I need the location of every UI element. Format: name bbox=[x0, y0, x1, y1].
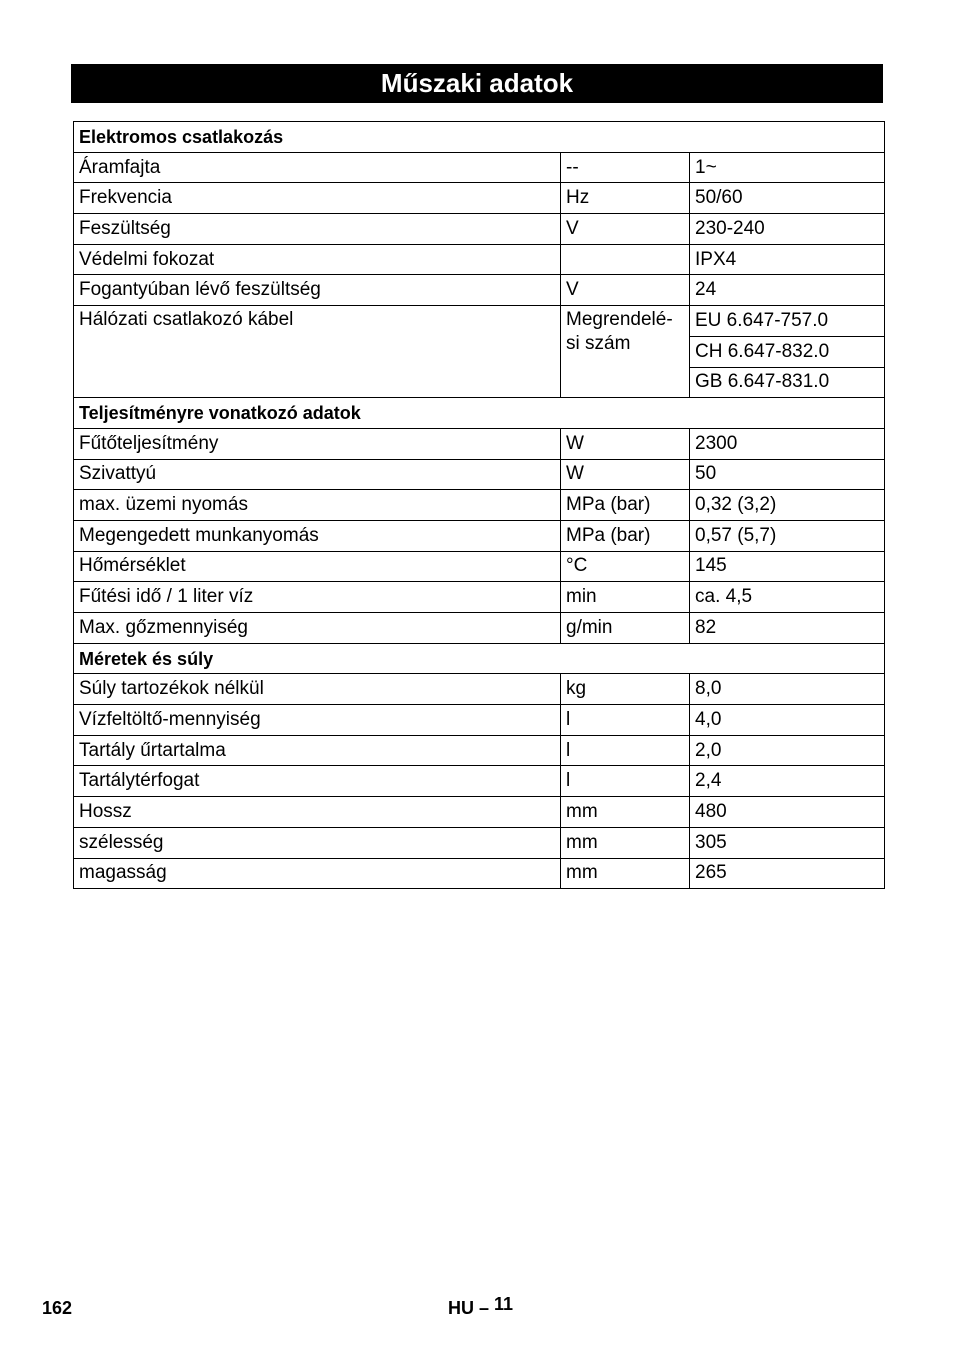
row-label: magasság bbox=[74, 858, 561, 889]
table-row bbox=[74, 275, 885, 306]
row-unit: mm bbox=[561, 858, 690, 889]
row-unit: g/min bbox=[561, 613, 690, 644]
row-label: szélesség bbox=[74, 827, 561, 858]
page-number: 162 bbox=[42, 1298, 73, 1318]
table-row bbox=[74, 428, 885, 459]
row-label: Áramfajta bbox=[74, 152, 561, 183]
table-row bbox=[74, 152, 885, 183]
table-row bbox=[74, 735, 885, 766]
row-unit: kg bbox=[561, 674, 690, 705]
table-row bbox=[74, 582, 885, 613]
row-value: ca. 4,5 bbox=[690, 582, 885, 613]
row-label: Tartály űrtartalma bbox=[74, 735, 561, 766]
row-unit: Megrendelé-si szám bbox=[561, 306, 690, 398]
row-unit bbox=[561, 244, 690, 275]
row-value: 2,4 bbox=[690, 766, 885, 797]
row-label: Max. gőzmennyiség bbox=[74, 613, 561, 644]
row-unit: °C bbox=[561, 551, 690, 582]
row-value: GB 6.647-831.0 bbox=[690, 367, 885, 398]
row-value: 0,57 (5,7) bbox=[690, 520, 885, 551]
row-value: 2300 bbox=[690, 428, 885, 459]
row-unit: -- bbox=[561, 152, 690, 183]
table-row bbox=[74, 214, 885, 245]
row-unit: Hz bbox=[561, 183, 690, 214]
footer-language: HU – bbox=[448, 1298, 490, 1318]
page-title: Műszaki adatok bbox=[71, 64, 883, 103]
row-unit: V bbox=[561, 275, 690, 306]
row-label: Megengedett munkanyomás bbox=[74, 520, 561, 551]
row-unit: W bbox=[561, 428, 690, 459]
row-unit: W bbox=[561, 459, 690, 490]
table-row bbox=[74, 674, 885, 705]
row-label: Tartálytérfogat bbox=[74, 766, 561, 797]
row-unit: l bbox=[561, 705, 690, 736]
row-value: CH 6.647-832.0 bbox=[690, 336, 885, 367]
row-unit: min bbox=[561, 582, 690, 613]
technical-data-table bbox=[73, 121, 885, 889]
row-label: Hálózati csatlakozó kábel bbox=[74, 306, 561, 398]
section-header: Elektromos csatlakozás bbox=[74, 122, 885, 153]
footer-section-page: 11 bbox=[494, 1294, 514, 1314]
table-row bbox=[74, 183, 885, 214]
row-label: Frekvencia bbox=[74, 183, 561, 214]
row-label: Hőmérséklet bbox=[74, 551, 561, 582]
row-value: 8,0 bbox=[690, 674, 885, 705]
row-label: max. üzemi nyomás bbox=[74, 490, 561, 521]
table-row bbox=[74, 613, 885, 644]
row-value: 480 bbox=[690, 797, 885, 828]
row-label: Fűtőteljesítmény bbox=[74, 428, 561, 459]
row-label: Vízfeltöltő-mennyiség bbox=[74, 705, 561, 736]
table-row bbox=[74, 306, 885, 337]
row-label: Szivattyú bbox=[74, 459, 561, 490]
row-label: Feszültség bbox=[74, 214, 561, 245]
row-label: Fogantyúban lévő feszültség bbox=[74, 275, 561, 306]
table-row bbox=[74, 520, 885, 551]
section-header: Méretek és súly bbox=[74, 643, 885, 674]
table-row bbox=[74, 797, 885, 828]
table-row bbox=[74, 705, 885, 736]
section-header: Teljesítményre vonatkozó adatok bbox=[74, 398, 885, 429]
row-value: 2,0 bbox=[690, 735, 885, 766]
row-value: EU 6.647-757.0 bbox=[690, 306, 885, 337]
row-value: 0,32 (3,2) bbox=[690, 490, 885, 521]
row-value: 1~ bbox=[690, 152, 885, 183]
row-unit: l bbox=[561, 766, 690, 797]
table-row bbox=[74, 244, 885, 275]
row-unit: MPa (bar) bbox=[561, 520, 690, 551]
table-row bbox=[74, 551, 885, 582]
row-unit: l bbox=[561, 735, 690, 766]
row-unit: V bbox=[561, 214, 690, 245]
row-value: 4,0 bbox=[690, 705, 885, 736]
row-label: Védelmi fokozat bbox=[74, 244, 561, 275]
table-row bbox=[74, 490, 885, 521]
section-row-performance bbox=[74, 398, 885, 429]
row-value: 145 bbox=[690, 551, 885, 582]
row-label: Hossz bbox=[74, 797, 561, 828]
row-value: 265 bbox=[690, 858, 885, 889]
row-unit: MPa (bar) bbox=[561, 490, 690, 521]
row-value: IPX4 bbox=[690, 244, 885, 275]
row-value: 50 bbox=[690, 459, 885, 490]
row-value: 24 bbox=[690, 275, 885, 306]
row-label: Súly tartozékok nélkül bbox=[74, 674, 561, 705]
row-value: 305 bbox=[690, 827, 885, 858]
row-label: Fűtési idő / 1 liter víz bbox=[74, 582, 561, 613]
row-unit: mm bbox=[561, 797, 690, 828]
section-row-electrical bbox=[74, 122, 885, 153]
table-row bbox=[74, 827, 885, 858]
row-unit: mm bbox=[561, 827, 690, 858]
section-row-dimensions bbox=[74, 643, 885, 674]
table-row bbox=[74, 459, 885, 490]
table-row bbox=[74, 858, 885, 889]
row-value: 230-240 bbox=[690, 214, 885, 245]
row-value: 50/60 bbox=[690, 183, 885, 214]
row-value: 82 bbox=[690, 613, 885, 644]
footer-section-label bbox=[448, 1294, 514, 1319]
table-row bbox=[74, 766, 885, 797]
